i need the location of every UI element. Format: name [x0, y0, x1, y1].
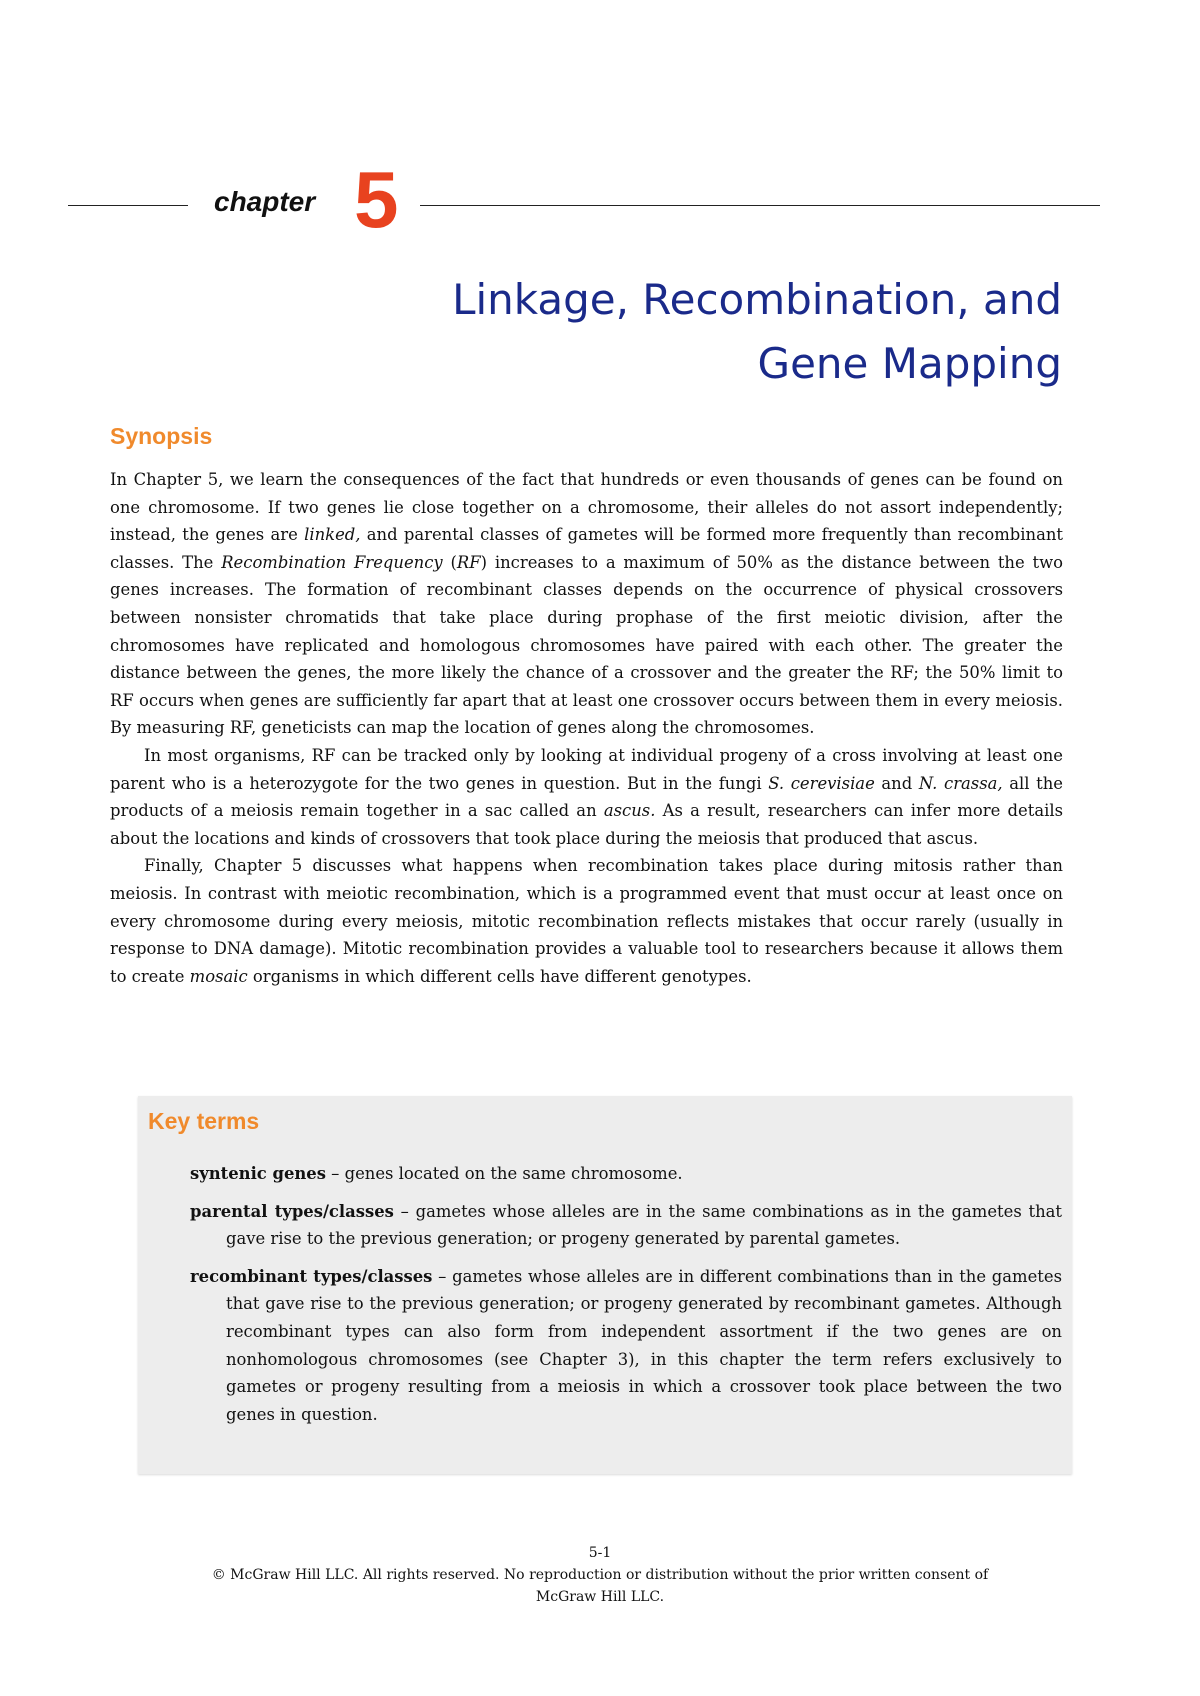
key-term-definition: – gametes whose alleles are in different combinations than in the gametes that gave rise to the previous generation; or progeny generated by recombinant gametes. Although recombinant types can also form from independent assortment if the two genes are on nonhomologous chromosomes (see Chapter 3), in this chapter the term refers exclusively to gametes or progeny resulting from a meiosis in which a crossover took place between the two genes in question. [226, 1266, 1063, 1424]
text-run: In most organisms, RF can be tracked only by looking at individual progeny of a cross involving at least one parent who is a heterozygote for the two genes in question. But in the fungi [110, 745, 1063, 793]
key-term-word: syntenic genes [190, 1164, 326, 1183]
text-run: all the products of a meiosis remain together in a sac called an [110, 773, 1063, 821]
emphasis-n-crassa: N. crassa, [918, 773, 1003, 793]
synopsis-heading: Synopsis [110, 423, 213, 449]
chapter-rule-left [68, 205, 188, 206]
chapter-label: chapter [214, 186, 316, 217]
synopsis-paragraph-2 [110, 742, 1063, 852]
synopsis-body [110, 466, 1063, 990]
text-run: organisms in which different cells have different genotypes. [247, 966, 752, 986]
text-run: ( [442, 552, 457, 572]
key-term-word: recombinant types/classes [190, 1266, 433, 1286]
key-term-definition: – genes located on the same chromosome. [325, 1164, 683, 1183]
key-terms-box [138, 1096, 1072, 1474]
emphasis-mosaic: mosaic [189, 966, 248, 986]
copyright-line-1: © McGraw Hill LLC. All rights reserved. No reproduction or distribution without the prior written consent of [211, 1567, 989, 1583]
emphasis-linked: linked, [304, 525, 361, 545]
key-term-definition: – gametes whose alleles are in the same combinations as in the gametes that gave rise to the previous generation; or progeny generated by parental gametes. [226, 1201, 1062, 1249]
text-run: As a result, researchers can infer more details about the locations and kinds of crossovers that took place during the meiosis that produced that ascus. [110, 801, 1063, 848]
key-term-item [190, 1198, 1062, 1253]
chapter-rule-right [420, 205, 1100, 206]
emphasis-s-cerevisiae: S. cerevisiae [768, 773, 875, 793]
chapter-title-line-2: Gene Mapping [757, 339, 1062, 388]
synopsis-paragraph-1 [110, 466, 1063, 742]
emphasis-rf: RF [456, 552, 481, 572]
text-run: and [874, 773, 919, 793]
page-number: 5-1 [588, 1545, 612, 1561]
emphasis-ascus: ascus. [603, 801, 656, 821]
text-run: In Chapter 5, we learn the consequences of the fact that hundreds or even thousands of genes can be found on one chromosome. If two genes lie close together on a chromosome, their alleles do not assort independently; instead, the genes are [110, 470, 1063, 545]
key-term-word: parental types/classes [190, 1201, 394, 1221]
text-run: Finally, Chapter 5 discusses what happens when recombination takes place during mitosis rather than meiosis. In contrast with meiotic recombination, which is a programmed event that must occur at least once on every chromosome during every meiosis, mitotic recombination reflects mistakes that occur rarely (usually in response to DNA damage). Mitotic recombination provides a valuable tool to researchers because it allows them to create [110, 856, 1063, 986]
text-run: ) increases to a maximum of 50% as the distance between the two genes increases. The formation of recombinant classes depends on the occurrence of physical crossovers between nonsister chromatids that take place during prophase of the first meiotic division, after the chromosomes have replicated and homologous chromosomes have paired with each other. The greater the distance between the genes, the more likely the chance of a crossover and the greater the RF; the 50% limit to RF occurs when genes are sufficiently far apart that at least one crossover occurs between them in every meiosis. By measuring RF, geneticists can map the location of genes along the chromosomes. [110, 552, 1064, 738]
emphasis-recombination-frequency: Recombination Frequency [221, 552, 443, 572]
chapter-title [452, 268, 1062, 396]
key-terms-heading: Key terms [148, 1108, 260, 1134]
key-term-item [190, 1160, 1062, 1188]
page-footer [0, 1542, 1200, 1608]
text-run: and parental classes of gametes will be formed more frequently than recombinant classes. The [110, 525, 1064, 572]
synopsis-paragraph-3 [110, 852, 1063, 990]
chapter-number: 5 [354, 155, 399, 244]
key-term-item [190, 1263, 1062, 1429]
copyright-line-2: McGraw Hill LLC. [535, 1589, 665, 1605]
key-terms-list [190, 1160, 1062, 1438]
chapter-title-line-1: Linkage, Recombination, and [452, 275, 1062, 324]
